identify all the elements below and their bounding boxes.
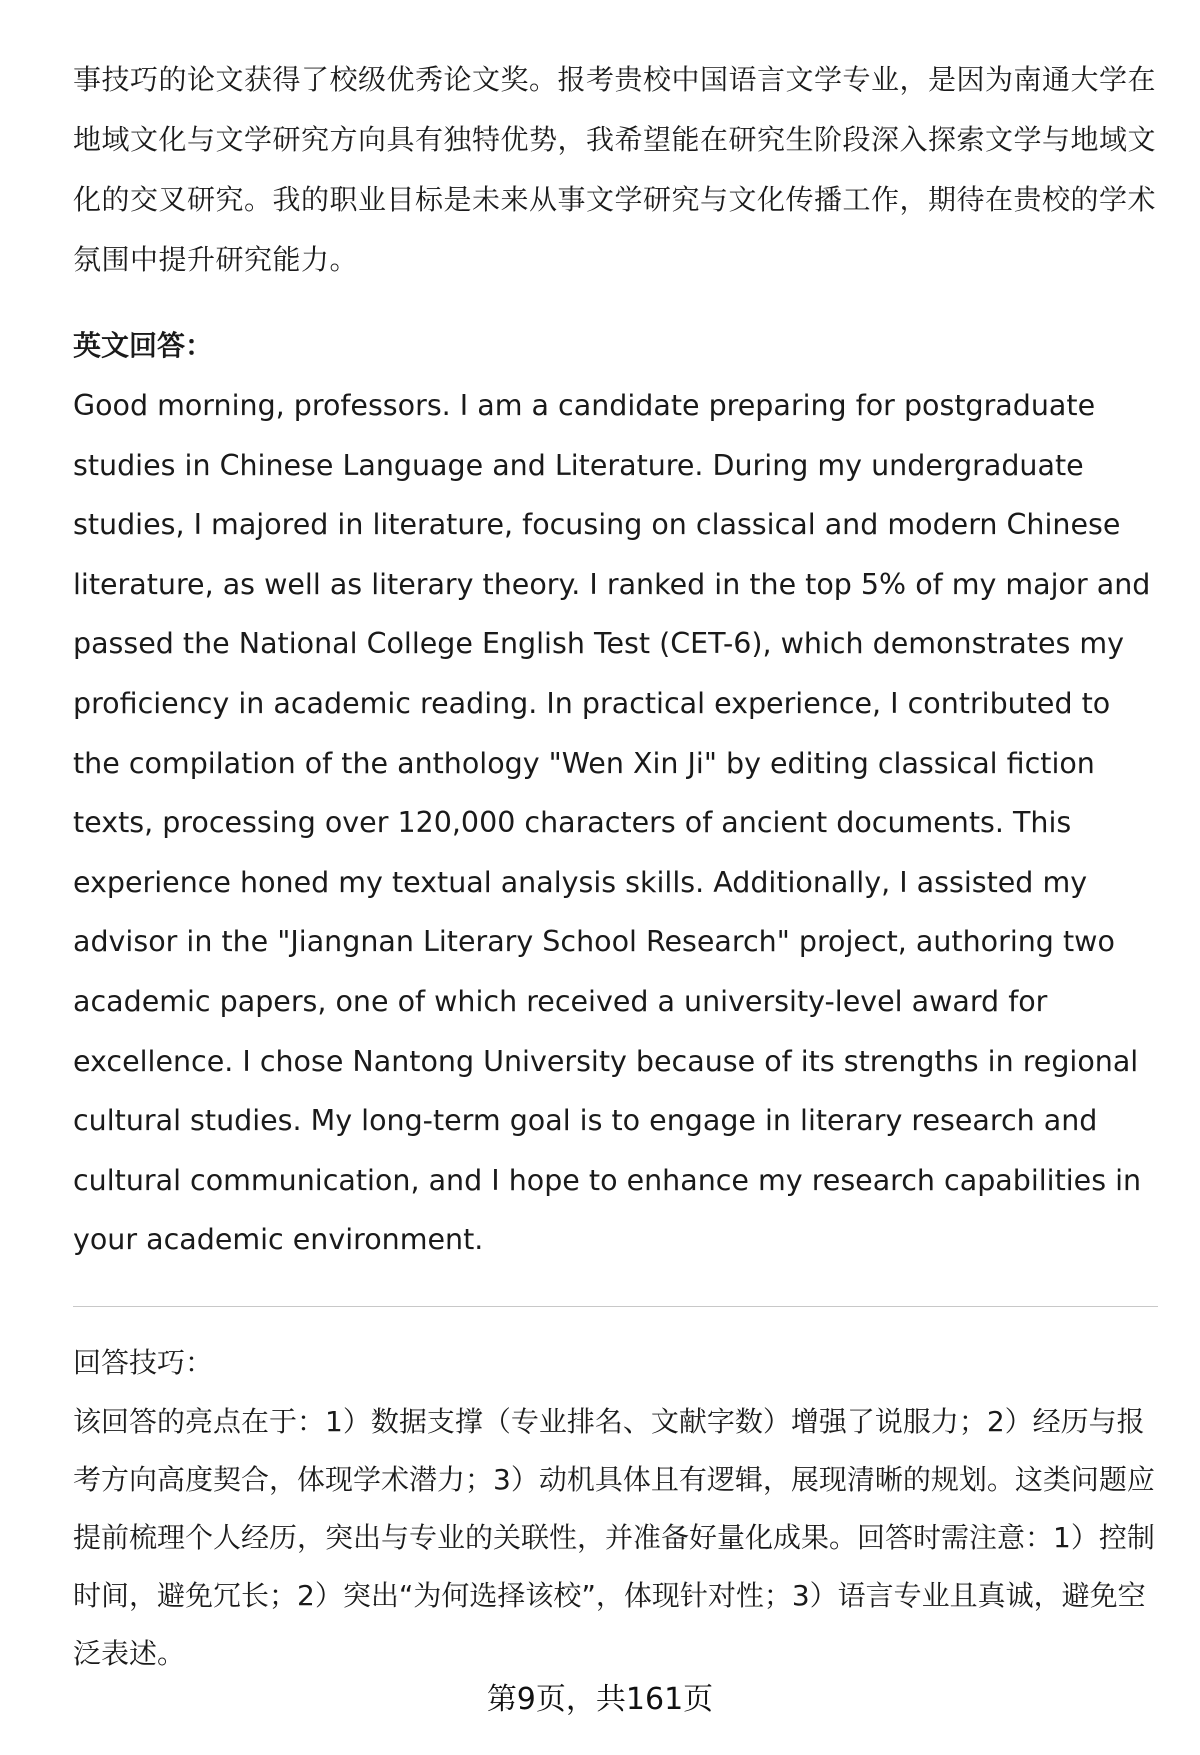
english-answer-heading: 英文回答： (73, 329, 214, 362)
page-number-footer: 第9页，共161页 (486, 1682, 714, 1717)
page-content (73, 50, 1163, 1683)
english-answer-text: Good morning, professors. I am a candidate preparing for postgraduate studies in Chinese Language and Literature. During my undergraduate studies, I majored in literature, focusing on classical and modern Chinese literature, as well as literary theory. I ranked in the top 5% of my major and passed the National College English Test (CET-6), which demonstrates my proficiency in academic reading. In practical experience, I contributed to the compilation of the anthology "Wen Xin Ji" by editing classical fiction texts, processing over 120,000 characters of ancient documents. This experience honed my textual analysis skills. Additionally, I assisted my advisor in the "Jiangnan Literary School Research" project, authoring two academic papers, one of which received a university-level award for excellence. I chose Nantong University because of its strengths in regional cultural studies. My long-term goal is to engage in literary research and cultural communication, and I hope to enhance my research capabilities in your academic environment. (73, 389, 1151, 1257)
intro-paragraph: 事技巧的论文获得了校级优秀论文奖。报考贵校中国语言文学专业，是因为南通大学在地域文化与文学研究方向具有独特优势，我希望能在研究生阶段深入探索文学与地域文化的交叉研究。我的职业目标是未来从事文学研究与文化传播工作，期待在贵校的学术氛围中提升研究能力。 (73, 63, 1157, 276)
answer-tips-text: 该回答的亮点在于：1）数据支撑（专业排名、文献字数）增强了说服力；2）经历与报考方向高度契合，体现学术潜力；3）动机具体且有逻辑，展现清晰的规划。这类问题应提前梳理个人经历，突出与专业的关联性，并准备好量化成果。回答时需注意：1）控制时间，避免冗长；2）突出“为何选择该校”，体现针对性；3）语言专业且真诚，避免空泛表述。 (73, 1404, 1155, 1670)
section-divider (73, 1306, 1158, 1307)
answer-tips-title: 回答技巧： (73, 1345, 214, 1379)
